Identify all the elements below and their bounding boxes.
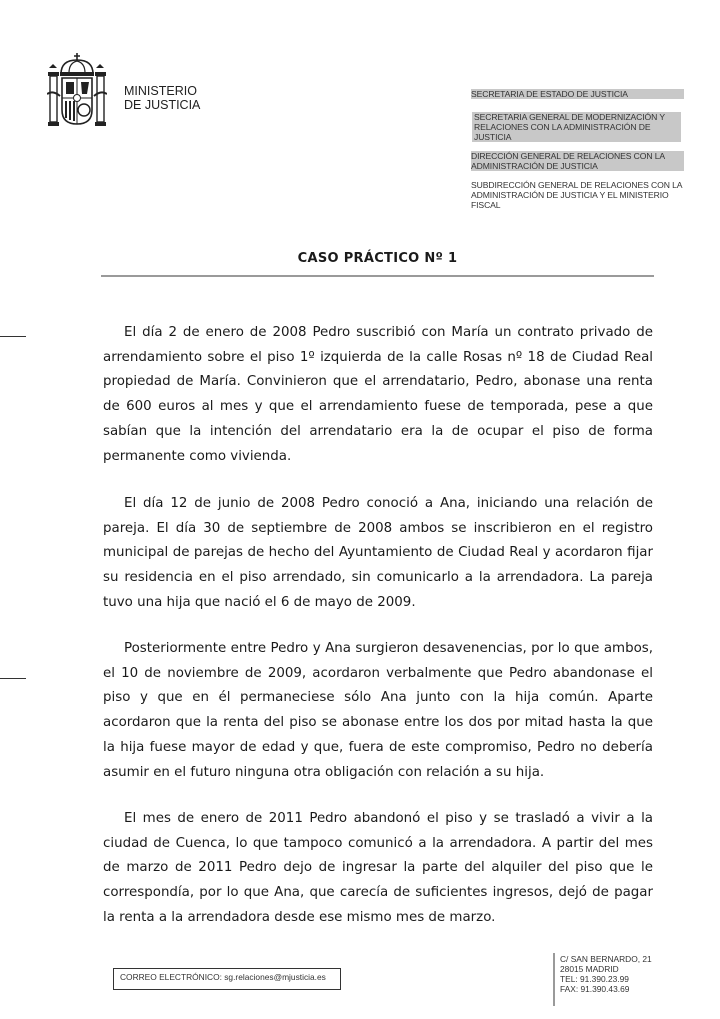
ministry-line-2: DE JUSTICIA — [124, 98, 201, 112]
postal-address — [560, 954, 652, 994]
margin-fold-mark — [0, 678, 26, 679]
ministry-name — [124, 84, 200, 112]
address-fax: FAX: 91.390.43.69 — [560, 984, 630, 994]
address-city: 28015 MADRID — [560, 964, 619, 974]
address-street: C/ SAN BERNARDO, 21 — [560, 954, 652, 964]
department-secretaria-estado: SECRETARIA DE ESTADO DE JUSTICIA — [471, 89, 684, 99]
department-direccion-general: DIRECCIÓN GENERAL DE RELACIONES CON LA ADMINISTRACIÓN DE JUSTICIA — [471, 151, 684, 171]
paragraph: El mes de enero de 2011 Pedro abandonó el piso y se trasladó a vivir a la ciudad de Cuenca, lo que tampoco comunicó a la arrendadora. A partir del mes de marzo de 2011 Pedro dejo de ingresar la parte del alquiler del piso que le correspondía, por lo que Ana, que carecía de suficientes ingresos, dejó de pagar la renta a la arrendadora desde ese mismo mes de marzo. — [103, 811, 653, 925]
address-phone: TEL: 91.390.23.99 — [560, 974, 629, 984]
document-title: CASO PRÁCTICO Nº 1 — [297, 251, 458, 266]
department-subdireccion-general: SUBDIRECCIÓN GENERAL DE RELACIONES CON LA ADMINISTRACIÓN DE JUSTICIA Y EL MINISTERIO FISCAL — [471, 180, 682, 210]
paragraph: Posteriormente entre Pedro y Ana surgieron desavenencias, por lo que ambos, el 10 de noviembre de 2009, acordaron verbalmente que Pedro abandonase el piso y que en él permaneciese sólo Ana junto con la hija común. Aparte acordaron que la renta del piso se abonase entre los dos por mitad hasta la que la hija fuese mayor de edad y que, fuera de este compromiso, Pedro no debería asumir en el futuro ninguna otra obligación con relación a su hija. — [103, 641, 653, 780]
title-divider — [101, 275, 654, 277]
paragraph: El día 2 de enero de 2008 Pedro suscribió con María un contrato privado de arrendamiento sobre el piso 1º izquierda de la calle Rosas nº 18 de Ciudad Real propiedad de María. Convinieron que el arrendatario, Pedro, abonase una renta de 600 euros al mes y que el arrendamiento fuese de temporada, pese a que sabían que la intención del arrendatario era la de ocupar el piso de forma permanente como vivienda. — [103, 325, 653, 464]
email-contact: CORREO ELECTRÓNICO: sg.relaciones@mjusticia.es — [113, 968, 341, 990]
ministry-line-1: MINISTERIO — [124, 84, 197, 98]
paragraph: El día 12 de junio de 2008 Pedro conoció a Ana, iniciando una relación de pareja. El día 30 de septiembre de 2008 ambos se inscribieron en el registro municipal de parejas de hecho del Ayuntamiento de Ciudad Real y acordaron fijar su residencia en el piso arrendado, sin comunicarlo a la arrendadora. La pareja tuvo una hija que nació el 6 de mayo de 2009. — [103, 496, 653, 610]
department-secretaria-general: SECRETARIA GENERAL DE MODERNIZACIÓN Y RELACIONES CON LA ADMINISTRACIÓN DE JUSTICIA — [472, 112, 681, 142]
margin-fold-mark — [0, 336, 26, 337]
address-divider — [553, 953, 555, 1006]
coat-of-arms-logo — [47, 52, 107, 128]
